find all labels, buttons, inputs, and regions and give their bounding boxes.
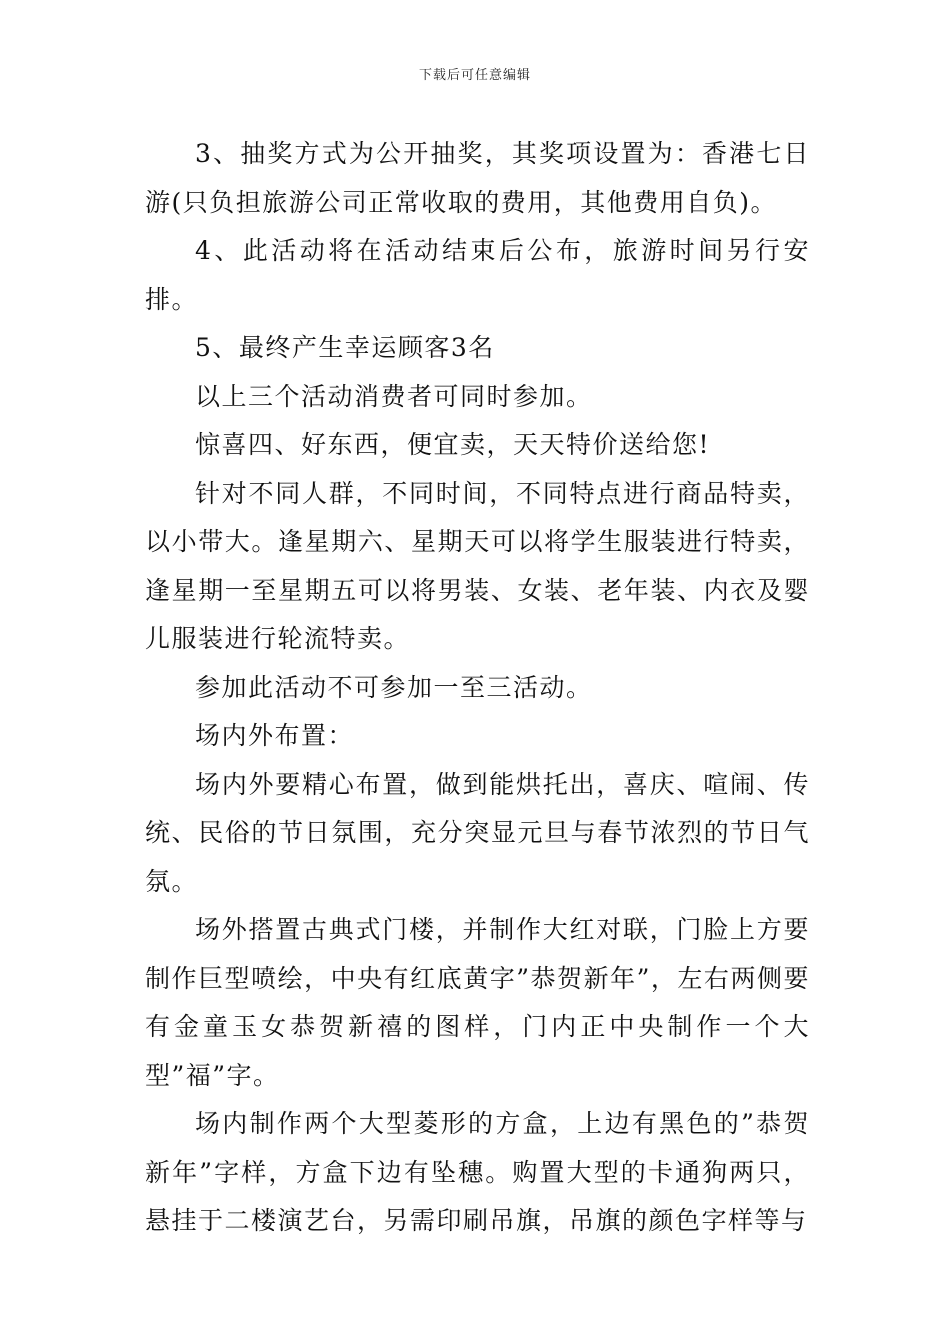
paragraph-indoor-decor: 场内制作两个大型菱形的方盒，上边有黑色的”恭贺新年”字样，方盒下边有坠穗。购置大型的卡通狗两只，悬挂于二楼演艺台，另需印刷吊旗，吊旗的颜色字样等与 <box>145 1109 810 1235</box>
paragraph-announcement: 4、此活动将在活动结束后公布，旅游时间另行安排。 <box>145 236 810 314</box>
paragraph-outdoor-arch: 场外搭置古典式门楼，并制作大红对联，门脸上方要制作巨型喷绘，中央有红底黄字”恭贺新年”，左右两侧要有金童玉女恭贺新禧的图样，门内正中央制作一个大型”福”字。 <box>145 915 810 1090</box>
paragraph-layout-heading: 场内外布置： <box>195 721 355 750</box>
document-body <box>145 130 810 1246</box>
paragraph-exclusion: 参加此活动不可参加一至三活动。 <box>195 672 593 702</box>
paragraph-lucky-customers: 5、最终产生幸运顾客3名 <box>195 333 495 362</box>
paragraph-participation: 以上三个活动消费者可同时参加。 <box>195 381 593 411</box>
paragraph-special-sale: 针对不同人群，不同时间，不同特点进行商品特卖，以小带大。逢星期六、星期天可以将学生服装进行特卖，逢星期一至星期五可以将男装、女装、老年装、内衣及婴儿服装进行轮流特卖。 <box>145 478 810 653</box>
paragraph-layout-intro: 场内外要精心布置，做到能烘托出，喜庆、喧闹、传统、民俗的节日氛围，充分突显元旦与春节浓烈的节日气氛。 <box>145 769 810 896</box>
header-note: 下载后可任意编辑 <box>418 68 531 83</box>
paragraph-surprise-four: 惊喜四、好东西，便宜卖，天天特价送给您! <box>195 430 711 459</box>
paragraph-lottery-method: 3、抽奖方式为公开抽奖，其奖项设置为：香港七日游(只负担旅游公司正常收取的费用，其他费用自负)。 <box>145 139 810 217</box>
